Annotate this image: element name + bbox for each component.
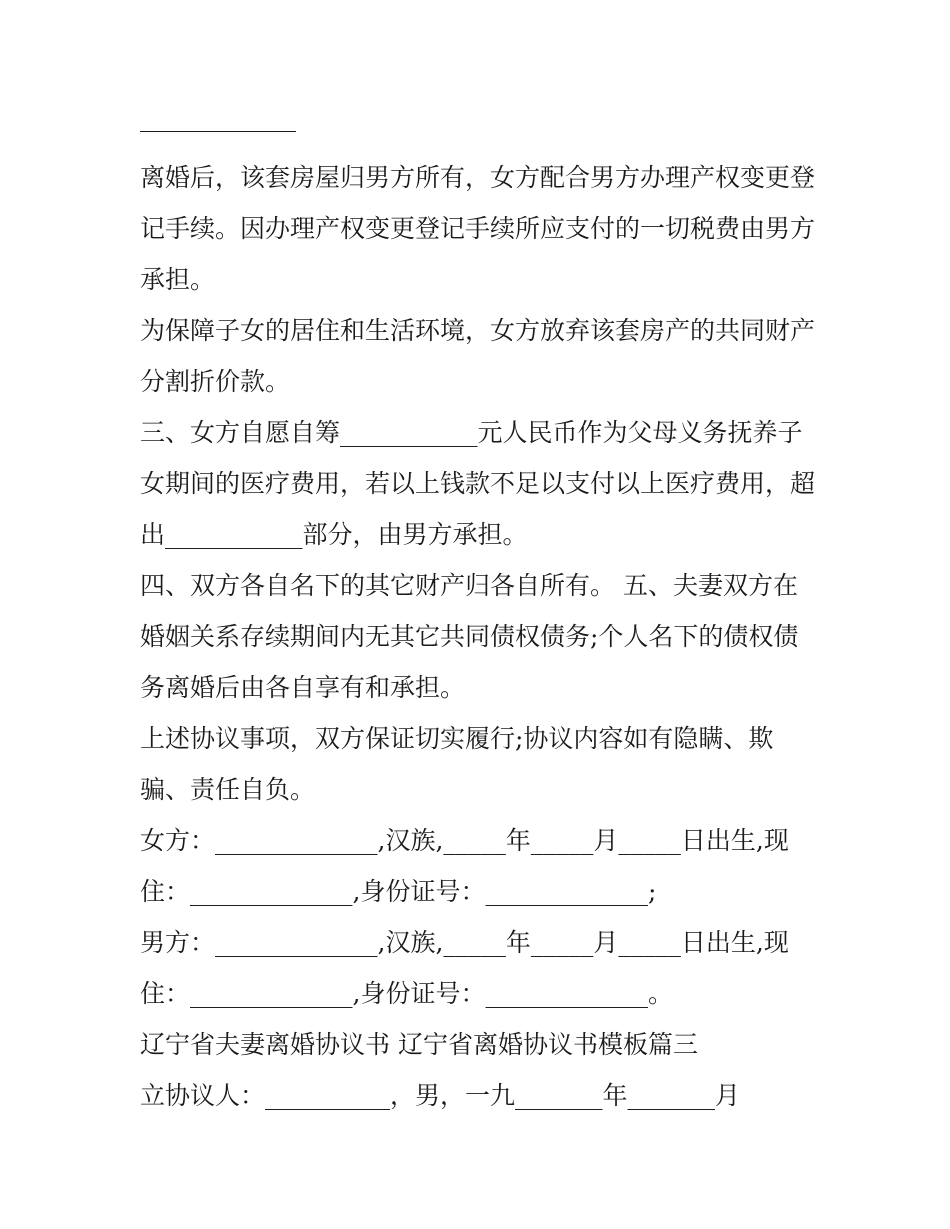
text-line: 女方：_____________,汉族,_____年_____月_____日出生,现 [140,826,789,855]
text-line: 骗、责任自负。 [140,775,316,804]
text-line: 分割折价款。 [140,367,291,396]
text-line: 务离婚后由各自享有和承担。 [140,673,466,702]
paragraph-male-party [140,917,820,1019]
top-blank-line [140,131,296,132]
text-line: 住：_____________,身份证号：_____________; [140,877,657,906]
section-heading [140,1019,820,1070]
text-line: 住：_____________,身份证号：_____________。 [140,979,673,1008]
text-line: 辽宁省夫妻离婚协议书 辽宁省离婚协议书模板篇三 [140,1030,698,1059]
paragraph-clause-four-five [140,560,820,713]
text-line: 出___________部分，由男方承担。 [140,520,528,549]
text-line: 三、女方自愿自筹___________元人民币作为父母义务抚养子 [140,418,803,447]
text-line: 男方：_____________,汉族,_____年_____月_____日出生,现 [140,928,789,957]
text-line: 承担。 [140,265,216,294]
text-line: 为保障子女的居住和生活环境，女方放弃该套房产的共同财产 [140,316,816,345]
text-line: 记手续。因办理产权变更登记手续所应支付的一切税费由男方 [140,214,816,243]
paragraph-clause-three [140,407,820,560]
paragraph-house-ownership [140,152,820,305]
text-line: 婚姻关系存续期间内无其它共同债权债务;个人名下的债权债 [140,622,799,651]
text-line: 立协议人：__________，男，一九_______年_______月 [140,1081,741,1110]
text-line: 上述协议事项，双方保证切实履行;协议内容如有隐瞒、欺 [140,724,774,753]
paragraph-guarantee [140,713,820,815]
text-line: 女期间的医疗费用，若以上钱款不足以支付以上医疗费用，超 [140,469,816,498]
paragraph-female-party [140,815,820,917]
document-body [140,105,820,1121]
text-line: 离婚后，该套房屋归男方所有，女方配合男方办理产权变更登 [140,163,816,192]
paragraph-party-intro [140,1070,820,1121]
text-line: 四、双方各自名下的其它财产归各自所有。 五、夫妻双方在 [140,571,798,600]
paragraph-children-residence [140,305,820,407]
